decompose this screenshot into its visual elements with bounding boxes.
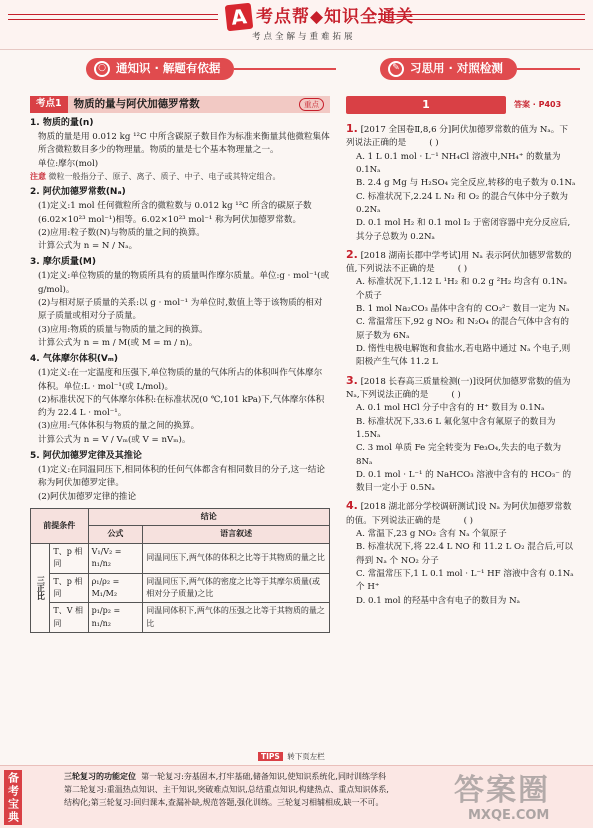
answer-blank[interactable]: ( ) (457, 264, 468, 275)
option-c: C. 标准状况下,2.24 L N₂ 和 O₂ 的混合气体中分子数为 0.2Nₐ (356, 191, 568, 215)
bottom-line-1: 第一轮复习:夯基固本,打牢基础,储备知识,使知识系统化,同时训练学科 (141, 772, 386, 781)
left-header-pill (86, 58, 234, 80)
para-avogadro-law-def: (1)定义:在同温同压下,相同体积的任何气体都含有相同数目的分子,这一结论称为阿伏加德罗定律。 (38, 465, 325, 489)
bottom-line-2: 第二轮复习:重温热点知识、主干知识,突破难点知识,总结重点知识,构建热点、重点知识体系, (64, 784, 389, 794)
heading-molar-mass: 3. 摩尔质量(M) (30, 257, 96, 268)
answer-blank[interactable]: ( ) (451, 389, 461, 400)
question-3 (346, 372, 576, 496)
para-molar-mass-rel: (2)与相对原子质量的关系:以 g · mol⁻¹ 为单位时,数值上等于该物质的相对原子质量或相对分子质量。 (38, 298, 323, 322)
row-condition: T、V 相同 (50, 603, 88, 633)
left-column-header (86, 58, 336, 80)
option-a: A. 0.1 mol HCl 分子中含有的 H⁺ 数目为 0.1Nₐ (356, 403, 545, 414)
question-number: 4. (346, 499, 358, 513)
row-description: 同温同体积下,两气体的压强之比等于其物质的量之比 (143, 603, 330, 633)
right-header-pill (380, 58, 517, 80)
inference-table (30, 508, 330, 633)
key-point-stamp: 重点 (299, 98, 324, 112)
option-a: A. 常温下,23 g NO₂ 含有 Nₐ 个氧原子 (356, 529, 507, 540)
brand-logo-icon: A (225, 3, 254, 32)
para-molar-mass-formula: 计算公式为 n = m / M(或 M = m / n)。 (38, 337, 198, 348)
option-d: D. 0.1 mol 的羟基中含有电子的数目为 Nₐ (356, 595, 520, 606)
bottom-side-label: 备考宝典 (4, 770, 22, 825)
th-conclusion: 结论 (88, 508, 329, 525)
heading-avogadro: 2. 阿伏加德罗常数(Nₐ) (30, 187, 126, 198)
heading-molar-volume: 4. 气体摩尔体积(Vₘ) (30, 354, 118, 365)
question-stem: [2018 湖南长郡中学考试]用 Nₐ 表示阿伏加德罗常数的值,下列说法不正确的是 (346, 250, 572, 275)
search-icon: ○ (94, 61, 110, 77)
option-b: B. 2.4 g Mg 与 H₂SO₄ 完全反应,转移的电子数为 0.1Nₐ (356, 178, 576, 189)
row-formula: p₁/p₂ = n₁/n₂ (88, 603, 143, 633)
para-molar-volume-formula: 计算公式为 n = V / Vₘ(或 V = nVₘ)。 (38, 434, 191, 445)
row-condition: T、p 相同 (50, 543, 88, 573)
question-number: 3. (346, 373, 358, 387)
para-avogadro-formula: 计算公式为 n = N / Nₐ。 (38, 241, 138, 252)
row-description: 同温同压下,两气体的密度之比等于其摩尔质量(或相对分子质量)之比 (143, 573, 330, 603)
question-stem: [2018 长春高三质量检测(一)]设阿伏加德罗常数的值为 Nₐ,下列说法正确的是 (346, 376, 571, 400)
heading-avogadro-law: 5. 阿伏加德罗定律及其推论 (30, 451, 142, 462)
section-tag: 考点1 (30, 96, 68, 113)
tips-text: 转下页左栏 (287, 752, 325, 761)
note-tag: 注意 (30, 171, 46, 181)
row-formula: ρ₁/ρ₂ = M₁/M₂ (88, 573, 143, 603)
left-header-line (234, 68, 336, 70)
para-mole-def: 物质的量是用 0.012 kg ¹²C 中所含碳原子数目作为标准来衡量其他微粒集体所含微粒数目多少的物理量。物质的量是七个基本物理量之一。 (38, 131, 330, 156)
right-header-label: 习思用 · 对照检测 (410, 61, 503, 76)
para-avogadro-use: (2)应用:粒子数(N)与物质的量之间的换算。 (38, 227, 205, 238)
answer-blank[interactable]: ( ) (463, 515, 473, 526)
para-mole-unit: 单位:摩尔(mol) (38, 158, 99, 169)
exercise-number: 1 (346, 96, 506, 114)
option-b: B. 标准状况下,33.6 L 氟化氢中含有氟原子的数目为 1.5Nₐ (356, 416, 556, 440)
question-2 (346, 246, 576, 370)
brand-subtitle: 考点全解与重难拓展 (252, 32, 356, 42)
para-avogadro-law-infer: (2)阿伏加德罗定律的推论 (38, 491, 137, 502)
banner-stripe-left (8, 14, 218, 20)
watermark-url: MXQE.COM (468, 808, 550, 823)
option-b: B. 标准状况下,将 22.4 L NO 和 11.2 L O₂ 混合后,可以得到 Nₐ 个 NO₂ 分子 (356, 542, 573, 566)
option-d: D. 惰性电极电解饱和食盐水,若电路中通过 Nₐ 个电子,则阳极产生气体 11.2 L (356, 344, 571, 368)
top-banner (0, 0, 593, 50)
para-molar-mass-def: (1)定义:单位物质的量的物质所具有的质量叫作摩尔质量。单位:g · mol⁻¹(或 g/mol)。 (38, 271, 330, 295)
row-condition: T、p 相同 (50, 573, 88, 603)
option-a: A. 标准状况下,1.12 L ¹H₂ 和 0.2 g ²H₂ 均含有 0.1Nₐ 个质子 (356, 277, 567, 301)
table-row (31, 573, 330, 603)
tips-note (258, 751, 325, 763)
option-d: D. 0.1 mol · L⁻¹ 的 NaHCO₃ 溶液中含有的 HCO₃⁻ 的数目一定小于 0.5Nₐ (356, 469, 572, 494)
brand-title: 考点帮◆知识全通关 (256, 7, 415, 27)
note-text: 微粒一般指分子、原子、离子、质子、中子、电子或其特定组合。 (48, 171, 281, 181)
para-avogadro-def: (1)定义:1 mol 任何微粒所含的微粒数与 0.012 kg ¹²C 所含的碳原子数(6.02×10²³ mol⁻¹)相等。6.02×10²³ mol⁻¹ 称为阿伏加德罗常数。 (38, 201, 312, 225)
heading-mole: 1. 物质的量(n) (30, 118, 94, 128)
th-formula: 公式 (88, 526, 143, 543)
brand (226, 4, 414, 30)
question-stem: [2017 全国卷Ⅱ,8,6 分]阿伏加德罗常数的值为 Nₐ。下列说法正确的是 (346, 125, 568, 149)
table-row (31, 603, 330, 633)
th-condition: 前提条件 (31, 508, 89, 543)
question-number: 1. (346, 122, 358, 135)
table-side-label: 三正比 (31, 543, 50, 632)
note-block (30, 171, 330, 183)
right-header-line (517, 68, 580, 70)
para-molar-volume-use: (3)应用:气体体积与物质的量之间的换算。 (38, 421, 200, 432)
option-a: A. 1 L 0.1 mol · L⁻¹ NH₄Cl 溶液中,NH₄⁺ 的数量为 0.1Nₐ (356, 151, 561, 175)
right-column-header (380, 58, 580, 80)
exercise-number-bar (346, 96, 576, 114)
para-molar-volume-std: (2)标准状况下的气体摩尔体积:在标准状况(0 ℃,101 kPa)下,气体摩尔体积约为 22.4 L · mol⁻¹。 (38, 394, 325, 419)
option-c: C. 常温常压下,92 g NO₂ 和 N₂O₄ 的混合气体中含有的原子数为 6Nₐ (356, 317, 569, 341)
section-title: 物质的量与阿伏加德罗常数 (73, 98, 200, 111)
row-formula: V₁/V₂ = n₁/n₂ (88, 543, 143, 573)
bottom-title: 三轮复习的功能定位 (64, 772, 136, 781)
option-d: D. 0.1 mol H₂ 和 0.1 mol I₂ 于密闭容器中充分反应后,其分子总数为 0.2Nₐ (356, 218, 571, 242)
th-description: 语言叙述 (143, 526, 330, 543)
left-header-label: 通知识 · 解题有依据 (116, 61, 221, 76)
question-number: 2. (346, 247, 358, 261)
para-molar-volume-def: (1)定义:在一定温度和压强下,单位物质的量的气体所占的体积叫作气体摩尔体积。单位:L · mol⁻¹(或 L/mol)。 (38, 368, 323, 392)
bottom-line-3: 结构化;第三轮复习:回归课本,查漏补缺,规范答题,强化训练。三轮复习相辅相成,缺一不可。 (64, 797, 384, 807)
question-4 (346, 497, 576, 608)
section-title-bar (30, 96, 330, 113)
answer-blank[interactable]: ( ) (429, 138, 439, 149)
row-description: 同温同压下,两气体的体积之比等于其物质的量之比 (143, 543, 330, 573)
left-column (30, 96, 330, 633)
table-row (31, 543, 330, 573)
pencil-icon: ✎ (388, 61, 404, 77)
question-stem: [2018 湖北部分学校调研测试]设 Nₐ 为阿伏加德罗常数的值。下列说法正确的是 (346, 502, 572, 526)
option-c: C. 常温常压下,1 L 0.1 mol · L⁻¹ HF 溶液中含有 0.1Nₐ 个 H⁺ (356, 569, 574, 593)
answer-reference: 答案 · P403 (514, 99, 562, 109)
option-b: B. 1 mol Na₂CO₃ 晶体中含有的 CO₃²⁻ 数目一定为 Nₐ (356, 304, 570, 315)
option-c: C. 3 mol 单质 Fe 完全转变为 Fe₃O₄,失去的电子数为 8Nₐ (356, 443, 562, 467)
para-molar-mass-use: (3)应用:物质的质量与物质的量之间的换算。 (38, 324, 208, 335)
question-1 (346, 120, 576, 244)
watermark-logo: 答案圈 (454, 773, 550, 808)
tips-tag: TIPS (258, 752, 283, 761)
right-column (346, 96, 576, 610)
